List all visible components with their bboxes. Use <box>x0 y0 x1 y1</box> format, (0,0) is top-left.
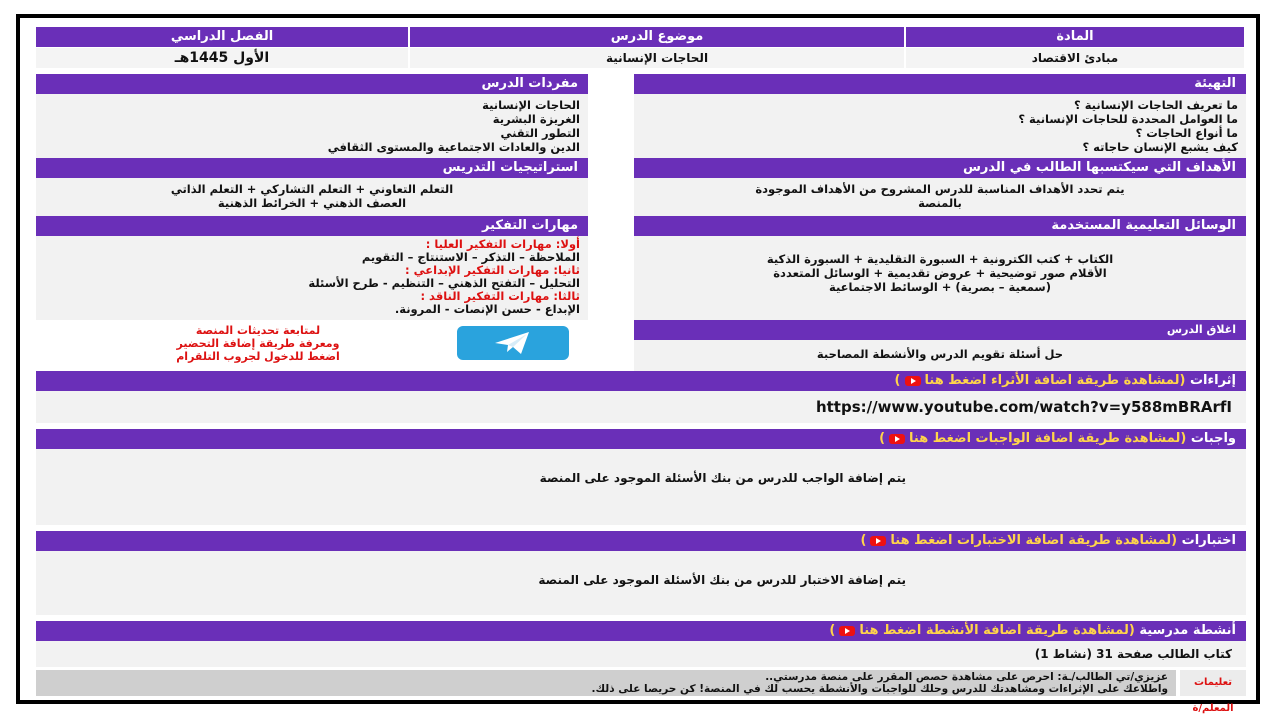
youtube-icon <box>870 536 886 546</box>
activities-bar <box>36 621 1246 641</box>
strategies-line-1: التعلم التعاوني + التعلم التشاركي + التعلم الذاتي <box>170 182 454 196</box>
activities-text: كتاب الطالب صفحة 31 (نشاط 1) <box>1034 647 1232 661</box>
closing-text: حل أسئلة تقويم الدرس والأنشطة المصاحبة <box>816 347 1064 361</box>
homework-video-link[interactable]: (لمشاهدة طريقة اضافة الواجبات اضغط هنا) <box>879 431 1187 446</box>
homework-text: يتم إضافة الواجب للدرس من بنك الأسئلة الموجود على المنصة <box>539 471 906 485</box>
goals-box <box>634 158 1246 210</box>
term-value: الأول 1445هـ <box>36 48 408 68</box>
teacher-line-2: واطلاعك على الإثراءات ومشاهدتك للدرس وحلك للواجبات والأنشطة يحسب لك في المنصة! كن حريصا على ذلك. <box>591 683 1168 695</box>
closing-title: اغلاق الدرس <box>634 320 1246 340</box>
warmup-q4: كيف يشبع الإنسان حاجاته ؟ <box>1082 140 1238 154</box>
homework-panel <box>36 449 1246 525</box>
thinking-line-2: التحليل – التفتح الذهني – التنظيم - طرح الأسئلة <box>308 276 580 290</box>
telegram-text[interactable] <box>128 324 388 363</box>
activities-panel <box>36 641 1246 667</box>
closing-box <box>634 320 1246 366</box>
enrich-url[interactable]: https://www.youtube.com/watch?v=y588mBRArfI <box>815 398 1232 416</box>
thinking-heading-1: أولا: مهارات التفكير العليا : <box>425 237 580 251</box>
enrich-bar <box>36 371 1246 391</box>
strategies-title: استراتيجيات التدريس <box>36 158 588 178</box>
enrich-label: إثراءات <box>1189 373 1236 388</box>
tests-video-link[interactable]: (لمشاهدة طريقة اضافة الاختبارات اضغط هنا) <box>860 533 1178 548</box>
warmup-q1: ما تعريف الحاجات الإنسانية ؟ <box>1074 98 1238 112</box>
subject-label: المادة <box>906 27 1244 47</box>
strategies-box <box>36 158 588 210</box>
vocab-item-3: التطور التقني <box>500 126 580 140</box>
enrich-video-link[interactable]: (لمشاهدة طريقة اضافة الأثراء اضغط هنا) <box>894 373 1186 388</box>
thinking-line-1: الملاحظة – التذكر – الاستنتاج – التقويم <box>361 250 580 264</box>
tests-text: يتم إضافة الاختبار للدرس من بنك الأسئلة الموجود على المنصة <box>538 573 906 587</box>
teacher-label: تعليمات المعلم/ة <box>1180 670 1246 696</box>
homework-label: واجبات <box>1190 431 1236 446</box>
vocab-title: مفردات الدرس <box>36 74 588 94</box>
goals-title: الأهداف التي سيكتسبها الطالب في الدرس <box>634 158 1246 178</box>
topic-label: موضوع الدرس <box>410 27 904 47</box>
term-label: الفصل الدراسي <box>36 27 408 47</box>
tests-panel <box>36 551 1246 615</box>
activities-video-link[interactable]: (لمشاهدة طريقة اضافة الأنشطة اضغط هنا) <box>829 623 1135 638</box>
thinking-title: مهارات التفكير <box>36 216 588 236</box>
thinking-heading-3: ثالثا: مهارات التفكير الناقد : <box>420 289 580 303</box>
tools-line-2: الأقلام صور توضيحية + عروض تقديمية + الوسائل المتعددة <box>773 266 1107 280</box>
tests-bar <box>36 531 1246 551</box>
warmup-box <box>634 74 1246 154</box>
tools-title: الوسائل التعليمية المستخدمة <box>634 216 1246 236</box>
telegram-line-2: ومعرفة طريقة إضافة التحضير <box>176 337 340 350</box>
teacher-line-1: عزيزي/تي الطالب/ـة: احرص على مشاهدة حصص المقرر على منصة مدرستي.. <box>765 671 1168 683</box>
tools-line-3: (سمعية – بصرية) + الوسائط الاجتماعية <box>829 280 1051 294</box>
thinking-heading-2: ثانيا: مهارات التفكير الإبداعي : <box>405 263 580 277</box>
enrich-panel <box>36 391 1246 423</box>
homework-bar <box>36 429 1246 449</box>
vocab-item-1: الحاجات الإنسانية <box>482 98 580 112</box>
telegram-icon <box>457 326 569 360</box>
thinking-box <box>36 216 588 314</box>
goals-line-1: يتم تحدد الأهداف المناسبة للدرس المشروح من الأهداف الموجودة <box>755 182 1125 196</box>
vocab-box <box>36 74 588 154</box>
tools-line-1: الكتاب + كتب الكترونية + السبورة التقليدية + السبورة الذكية <box>766 252 1114 266</box>
youtube-icon <box>889 434 905 444</box>
warmup-q3: ما أنواع الحاجات ؟ <box>1135 126 1238 140</box>
warmup-q2: ما العوامل المحددة للحاجات الإنسانية ؟ <box>1018 112 1238 126</box>
subject-value: مبادئ الاقتصاد <box>906 48 1244 68</box>
activities-label: أنشطة مدرسية <box>1139 623 1236 638</box>
topic-value: الحاجات الإنسانية <box>410 48 904 68</box>
thinking-line-3: الإبداع - حسن الإنصات - المرونة. <box>394 302 580 316</box>
goals-line-2: بالمنصة <box>918 196 962 210</box>
vocab-item-4: الدين والعادات الاجتماعية والمستوى الثقافي <box>327 140 580 154</box>
strategies-line-2: العصف الذهني + الخرائط الذهنية <box>217 196 407 210</box>
telegram-line-3: اضغط للدخول لجروب التلقرام <box>176 350 340 363</box>
youtube-icon <box>905 376 921 386</box>
tools-box <box>634 216 1246 314</box>
teacher-notes <box>36 670 1176 696</box>
warmup-title: التهيئة <box>634 74 1246 94</box>
tests-label: اختبارات <box>1181 533 1236 548</box>
telegram-line-1: لمتابعة تحديثات المنصة <box>195 324 321 337</box>
youtube-icon <box>839 626 855 636</box>
vocab-item-2: الغريزة البشرية <box>492 112 580 126</box>
telegram-button[interactable] <box>457 326 569 360</box>
